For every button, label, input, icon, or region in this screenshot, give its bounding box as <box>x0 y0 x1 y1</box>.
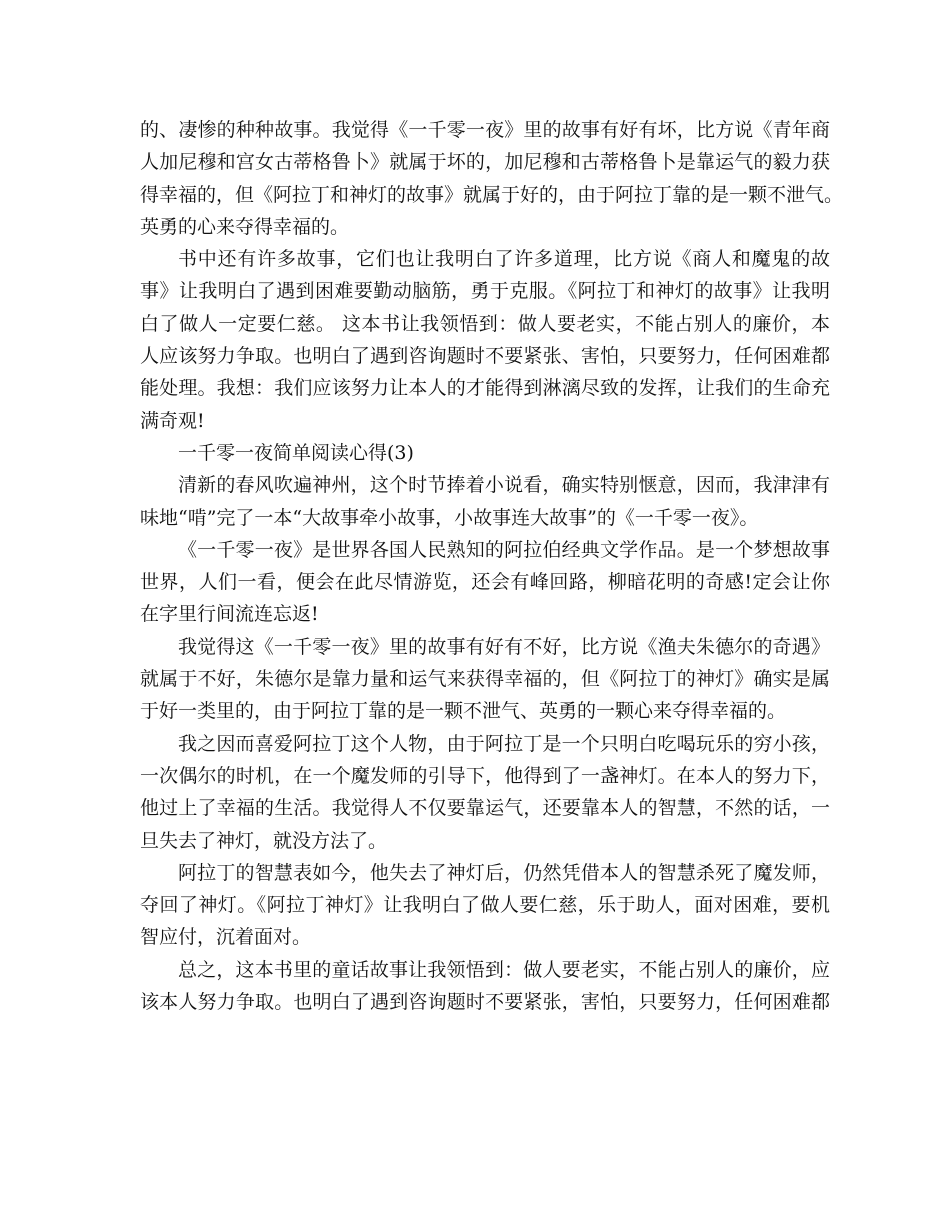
text-line: 英勇的心来夺得幸福的。 <box>140 215 350 238</box>
text-line: 总之，这本书里的童话故事让我领悟到：做人要老实，不能占别人的廉价，应 <box>178 958 830 981</box>
text-line: 阿拉丁的智慧表如今，他失去了神灯后，仍然凭借本人的智慧杀死了魔发师， <box>178 861 830 884</box>
text-line: 白了做人一定要仁慈。 这本书让我领悟到：做人要老实，不能占别人的廉价，本 <box>140 312 830 335</box>
text-line: 在字里行间流连忘返! <box>140 603 319 626</box>
text-line: 他过上了幸福的生活。我觉得人不仅要靠运气，还要靠本人的智慧，不然的话，一 <box>140 797 830 820</box>
text-line: 清新的春风吹遍神州，这个时节捧着小说看，确实特别惬意，因而，我津津有 <box>178 474 830 497</box>
text-line: 事》让我明白了遇到困难要勤动脑筋，勇于克服。《阿拉丁和神灯的故事》让我明 <box>140 280 830 303</box>
text-line: 能处理。我想：我们应该努力让本人的才能得到淋漓尽致的发挥，让我们的生命充 <box>140 377 830 400</box>
text-line: 味地“啃”完了一本“大故事牵小故事，小故事连大故事”的《一千零一夜》。 <box>140 506 759 529</box>
text-line: 《一千零一夜》是世界各国人民熟知的阿拉伯经典文学作品。是一个梦想故事 <box>178 538 830 561</box>
document-body <box>140 114 844 1018</box>
text-line: 我之因而喜爱阿拉丁这个人物，由于阿拉丁是一个只明白吃喝玩乐的穷小孩， <box>178 732 830 755</box>
text-line: 书中还有许多故事，它们也让我明白了许多道理，比方说《商人和魔鬼的故 <box>178 248 830 271</box>
text-line: 世界，人们一看，便会在此尽情游览，还会有峰回路，柳暗花明的奇感!定会让你 <box>140 571 830 594</box>
text-line: 的、凄惨的种种故事。我觉得《一千零一夜》里的故事有好有坏，比方说《青年商 <box>140 119 830 141</box>
text-line: 满奇观! <box>140 409 205 432</box>
text-line: 人加尼穆和宫女古蒂格鲁卜》就属于坏的，加尼穆和古蒂格鲁卜是靠运气的毅力获 <box>140 151 830 174</box>
section-heading: 一千零一夜简单阅读心得(3) <box>178 441 414 464</box>
text-line: 就属于不好，朱德尔是靠力量和运气来获得幸福的，但《阿拉丁的神灯》确实是属 <box>140 668 830 691</box>
text-line: 一次偶尔的时机，在一个魔发师的引导下，他得到了一盏神灯。在本人的努力下， <box>140 764 830 787</box>
text-line: 我觉得这《一千零一夜》里的故事有好有不好，比方说《渔夫朱德尔的奇遇》 <box>178 635 830 658</box>
text-line: 旦失去了神灯，就没方法了。 <box>140 829 388 852</box>
text-line: 人应该努力争取。也明白了遇到咨询题时不要紧张、害怕，只要努力，任何困难都 <box>140 345 830 368</box>
text-line: 智应付，沉着面对。 <box>140 926 312 949</box>
text-line: 得幸福的，但《阿拉丁和神灯的故事》就属于好的，由于阿拉丁靠的是一颗不泄气。 <box>140 183 844 206</box>
text-line: 于好一类里的，由于阿拉丁靠的是一颗不泄气、英勇的一颗心来夺得幸福的。 <box>140 700 787 723</box>
text-line: 该本人努力争取。也明白了遇到咨询题时不要紧张，害怕，只要努力，任何困难都 <box>140 991 830 1014</box>
text-line: 夺回了神灯。《阿拉丁神灯》让我明白了做人要仁慈，乐于助人，面对困难，要机 <box>140 894 830 917</box>
